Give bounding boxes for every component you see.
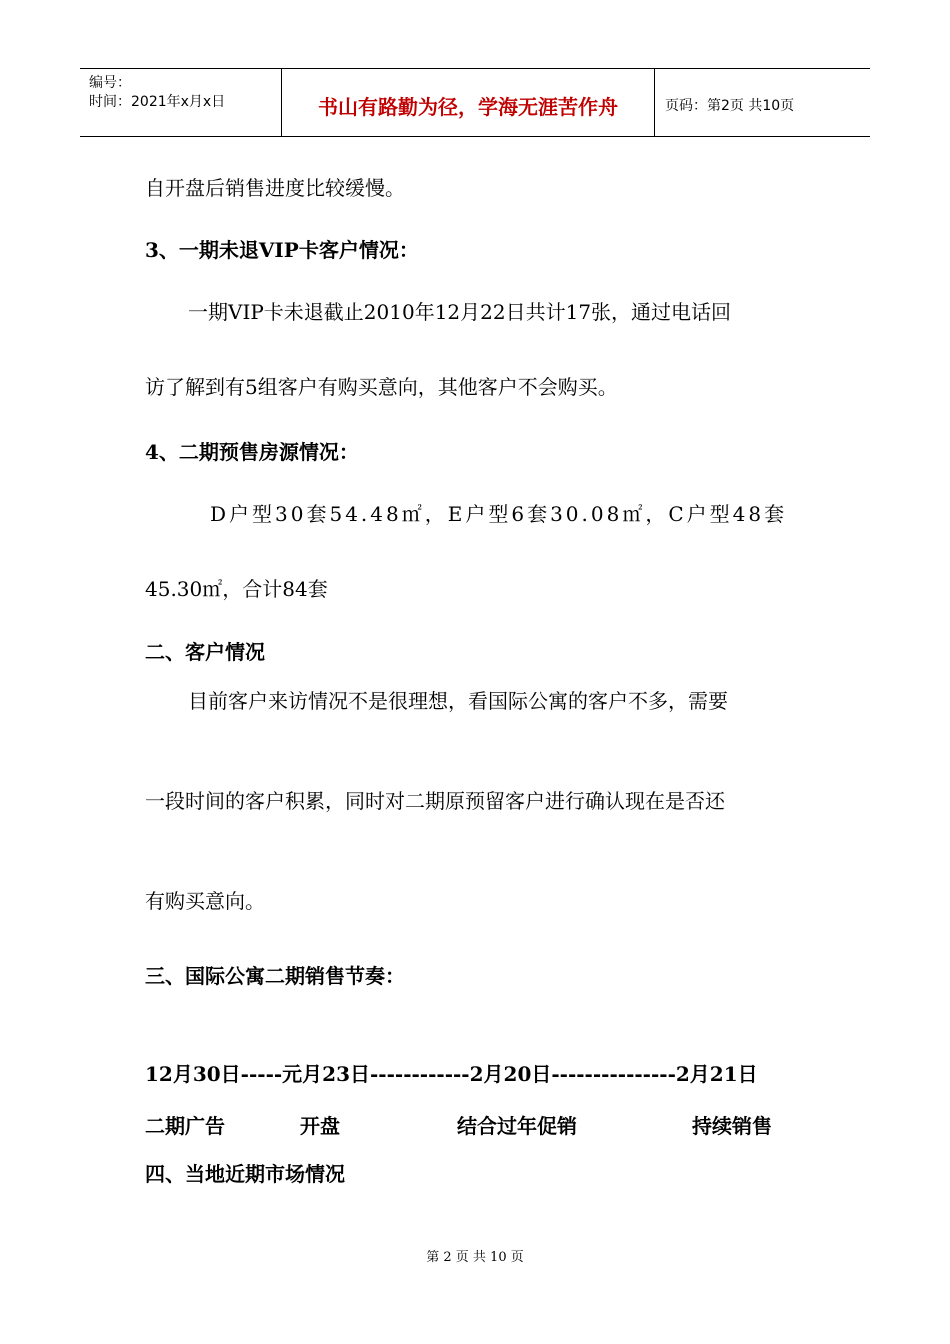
paragraph-4-line-1: 目前客户来访情况不是很理想，看国际公寓的客户不多，需要 (188, 689, 728, 713)
page-footer: 第 2 页 共 10 页 (426, 1250, 524, 1265)
header-left-cell (80, 69, 282, 136)
paragraph-1: 自开盘后销售进度比较缓慢。 (145, 176, 405, 200)
paragraph-2-line-2: 访了解到有5组客户有购买意向，其他客户不会购买。 (145, 375, 618, 399)
stage-new-year-promo: 结合过年促销 (457, 1114, 577, 1138)
page-header (80, 68, 870, 137)
heading-vip-cards: 3、一期未退VIP卡客户情况： (145, 238, 419, 262)
stage-continuous-sales: 持续销售 (692, 1114, 772, 1138)
section-customer-status: 二、客户情况 (145, 640, 265, 664)
time-label: 时间：2021年x月x日 (89, 94, 226, 110)
section-local-market: 四、当地近期市场情况 (145, 1162, 345, 1186)
page-info: 页码：第2页 共10页 (665, 98, 795, 114)
sales-timeline: 12月30日-----元月23日------------2月20日---------------2月21日 (145, 1062, 758, 1086)
paragraph-2-line-1: 一期VIP卡未退截止2010年12月22日共计17张，通过电话回 (188, 300, 732, 324)
paragraph-3-line-2: 45.30㎡，合计84套 (145, 577, 328, 601)
heading-presale-units: 4、二期预售房源情况： (145, 440, 359, 464)
number-label: 编号： (89, 75, 131, 91)
stage-opening: 开盘 (300, 1114, 340, 1138)
paragraph-4-line-3: 有购买意向。 (145, 889, 265, 913)
motto: 书山有路勤为径，学海无涯苦作舟 (318, 95, 618, 119)
stage-ad: 二期广告 (145, 1114, 225, 1138)
paragraph-3-line-1: D户型30套54.48㎡，E户型6套30.08㎡，C户型48套 (210, 502, 788, 526)
header-middle-cell (282, 69, 655, 136)
paragraph-4-line-2: 一段时间的客户积累，同时对二期原预留客户进行确认现在是否还 (145, 789, 725, 813)
header-right-cell (655, 69, 870, 136)
section-sales-rhythm: 三、国际公寓二期销售节奏： (145, 964, 405, 988)
